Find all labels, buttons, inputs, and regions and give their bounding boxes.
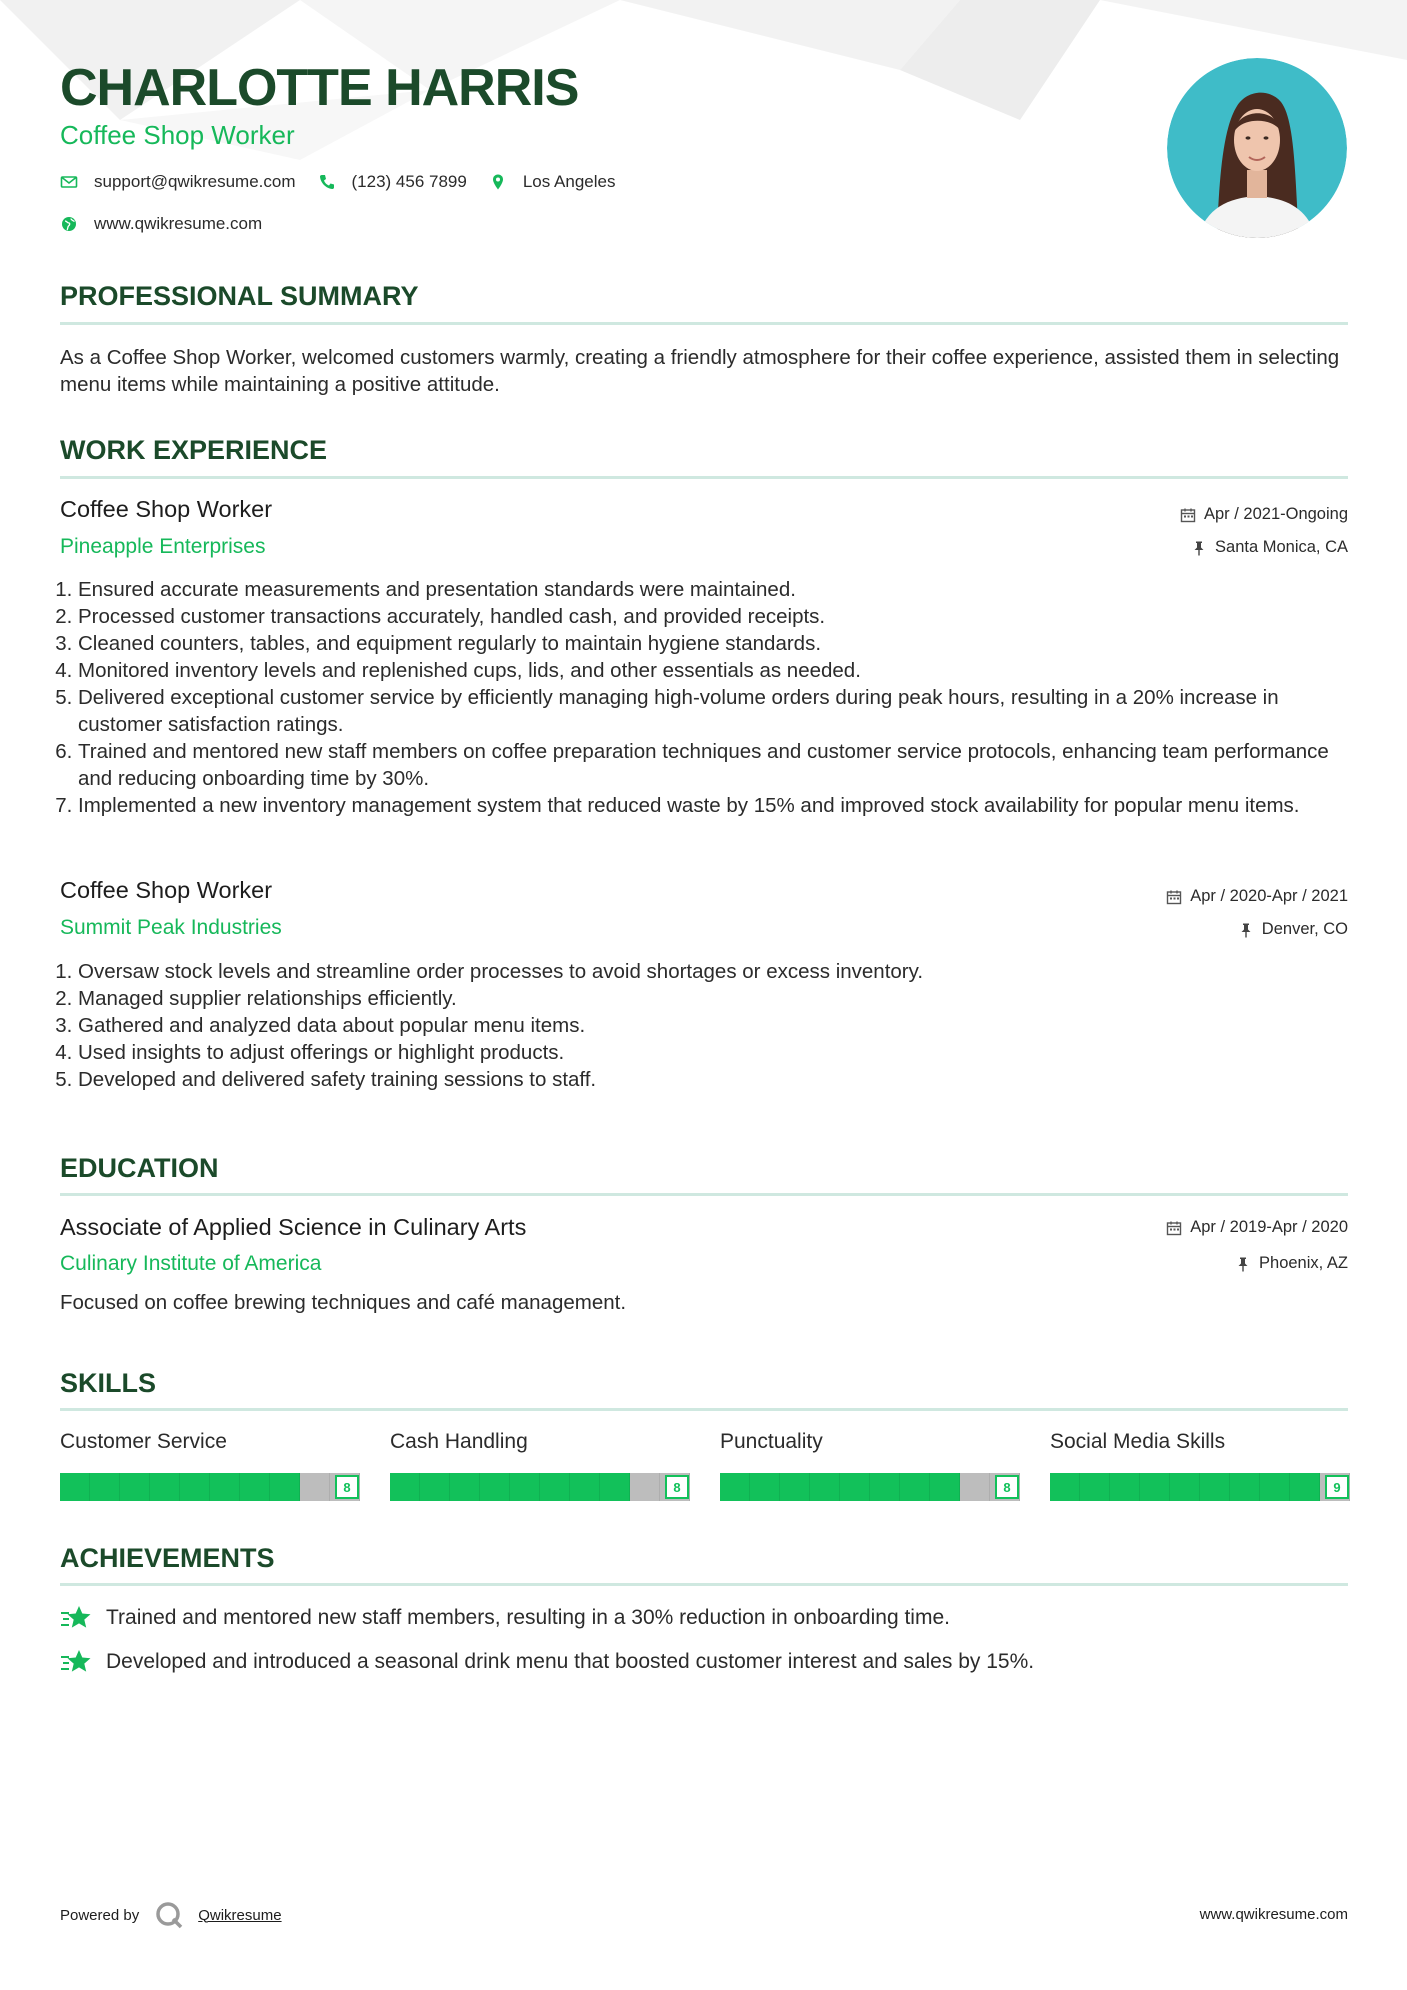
skill-level-segment [150, 1473, 180, 1501]
skill-level-segment [240, 1473, 270, 1501]
job-title: Coffee Shop Worker [60, 496, 273, 522]
education-location [1235, 1254, 1348, 1273]
pushpin-icon [1191, 540, 1207, 556]
skill-score-badge: 8 [665, 1475, 689, 1499]
skill-level-bar [390, 1473, 690, 1501]
list-item: 3. Cleaned counters, tables, and equipment regularly to maintain hygiene standards. [78, 630, 1348, 657]
skill-level-segment [1050, 1473, 1080, 1501]
skill-level-bar [60, 1473, 360, 1501]
education-dates [1166, 1218, 1348, 1237]
candidate-role: Coffee Shop Worker [60, 120, 295, 150]
skill-level-segment [1200, 1473, 1230, 1501]
job-bullets [60, 958, 1348, 1093]
skill-level-segment [1290, 1473, 1320, 1501]
skill-name: Cash Handling [390, 1430, 528, 1453]
job-dates [1180, 505, 1348, 524]
skill-level-segment [780, 1473, 810, 1501]
achievement-item [60, 1648, 1034, 1676]
skill-level-segment [1140, 1473, 1170, 1501]
list-item: 7. Implemented a new inventory management system that reduced waste by 15% and improved stock availability for popular menu items. [78, 792, 1348, 819]
degree-title: Associate of Applied Science in Culinary Arts [60, 1214, 527, 1240]
skill-level-segment [480, 1473, 510, 1501]
education-dates-text: Apr / 2019-Apr / 2020 [1190, 1218, 1348, 1236]
phone-icon [318, 173, 336, 191]
qwikresume-link[interactable]: Qwikresume [198, 1906, 282, 1924]
education-heading: EDUCATION [60, 1153, 219, 1183]
skill-name: Social Media Skills [1050, 1430, 1226, 1453]
skill-level-segment [450, 1473, 480, 1501]
skill-level-segment [930, 1473, 960, 1501]
skill-score-badge: 8 [995, 1475, 1019, 1499]
skill-level-segment [420, 1473, 450, 1501]
achievements-divider [60, 1583, 1348, 1586]
skills-divider [60, 1408, 1348, 1411]
skill-item [60, 1430, 360, 1495]
pushpin-icon [1238, 922, 1254, 938]
skill-level-segment [1080, 1473, 1110, 1501]
achievement-item [60, 1604, 950, 1632]
skill-item [390, 1430, 690, 1495]
job-location-text: Santa Monica, CA [1215, 538, 1348, 556]
job-company: Summit Peak Industries [60, 916, 282, 939]
star-badge-icon [60, 1604, 92, 1632]
phone-text: (123) 456 7899 [351, 172, 467, 191]
calendar-icon [1166, 1220, 1182, 1236]
skill-level-segment [810, 1473, 840, 1501]
job-bullets [60, 576, 1348, 819]
email-text: support@qwikresume.com [94, 172, 296, 191]
skill-level-segment [870, 1473, 900, 1501]
location-text: Los Angeles [522, 172, 616, 191]
job-location-text: Denver, CO [1261, 920, 1348, 938]
skill-level-segment [1170, 1473, 1200, 1501]
job-title: Coffee Shop Worker [60, 877, 273, 903]
skill-level-bar [720, 1473, 1020, 1501]
skill-level-segment [540, 1473, 570, 1501]
education-description: Focused on coffee brewing techniques and café management. [60, 1291, 627, 1314]
list-item: 1. Oversaw stock levels and streamline order processes to avoid shortages or excess inventory. [78, 958, 1348, 985]
skills-heading: SKILLS [60, 1368, 157, 1398]
achievement-text: Developed and introduced a seasonal drink menu that boosted customer interest and sales by 15%. [106, 1650, 1035, 1673]
skill-level-segment [630, 1473, 660, 1501]
list-item: 1. Ensured accurate measurements and presentation standards were maintained. [78, 576, 1348, 603]
list-item: 6. Trained and mentored new staff members on coffee preparation techniques and customer service protocols, enhancing team performance and reducing onboarding time by 30%. [78, 738, 1348, 792]
school-name: Culinary Institute of America [60, 1252, 322, 1275]
job-dates-text: Apr / 2020-Apr / 2021 [1190, 887, 1348, 905]
education-divider [60, 1193, 1348, 1196]
summary-divider [60, 322, 1348, 325]
powered-by-label: Powered by [60, 1906, 140, 1924]
footer-website[interactable]: www.qwikresume.com [1199, 1906, 1348, 1923]
job-location [1191, 538, 1348, 557]
summary-heading: PROFESSIONAL SUMMARY [60, 281, 419, 311]
calendar-icon [1180, 507, 1196, 523]
skill-level-segment [900, 1473, 930, 1501]
skill-level-segment [510, 1473, 540, 1501]
skill-level-segment [60, 1473, 90, 1501]
contact-row [60, 172, 637, 192]
skill-item [720, 1430, 1020, 1495]
list-item: 4. Used insights to adjust offerings or highlight products. [78, 1039, 1348, 1066]
skill-level-bar [1050, 1473, 1350, 1501]
list-item: 4. Monitored inventory levels and replenished cups, lids, and other essentials as needed. [78, 657, 1348, 684]
job-company: Pineapple Enterprises [60, 535, 266, 558]
candidate-name: CHARLOTTE HARRIS [60, 59, 579, 117]
job-dates [1166, 887, 1348, 906]
skill-item [1050, 1430, 1350, 1495]
experience-divider [60, 476, 1348, 479]
star-badge-icon [60, 1648, 92, 1676]
experience-heading: WORK EXPERIENCE [60, 435, 328, 465]
skill-level-segment [1230, 1473, 1260, 1501]
achievements-heading: ACHIEVEMENTS [60, 1543, 275, 1573]
envelope-icon [60, 173, 78, 191]
skill-name: Customer Service [60, 1430, 227, 1453]
qwikresume-logo-icon [154, 1900, 184, 1930]
job-location [1238, 920, 1348, 939]
list-item: 2. Managed supplier relationships efficiently. [78, 985, 1348, 1012]
skill-level-segment [120, 1473, 150, 1501]
achievement-text: Trained and mentored new staff members, resulting in a 30% reduction in onboarding time. [106, 1606, 950, 1629]
skill-level-segment [570, 1473, 600, 1501]
pushpin-icon [1235, 1256, 1251, 1272]
footer-powered-by [60, 1900, 282, 1930]
skill-level-segment [720, 1473, 750, 1501]
skill-score-badge: 8 [335, 1475, 359, 1499]
calendar-icon [1166, 889, 1182, 905]
skill-name: Punctuality [720, 1430, 823, 1453]
list-item: 5. Delivered exceptional customer service by efficiently managing high-volume orders during peak hours, resulting in a 20% increase in customer satisfaction ratings. [78, 684, 1348, 738]
profile-photo [1167, 58, 1347, 238]
summary-text: As a Coffee Shop Worker, welcomed customers warmly, creating a friendly atmosphere for their coffee experience, assisted them in selecting menu items while maintaining a positive attitude. [60, 346, 1340, 396]
skill-level-segment [750, 1473, 780, 1501]
skill-level-segment [90, 1473, 120, 1501]
skill-level-segment [210, 1473, 240, 1501]
skill-score-badge: 9 [1325, 1475, 1349, 1499]
list-item: 2. Processed customer transactions accurately, handled cash, and provided receipts. [78, 603, 1348, 630]
list-item: 5. Developed and delivered safety training sessions to staff. [78, 1066, 1348, 1093]
website-row [60, 214, 284, 234]
map-pin-icon [489, 173, 507, 191]
website-text: www.qwikresume.com [94, 214, 263, 233]
list-item: 3. Gathered and analyzed data about popular menu items. [78, 1012, 1348, 1039]
skill-level-segment [1110, 1473, 1140, 1501]
job-dates-text: Apr / 2021-Ongoing [1203, 505, 1348, 523]
education-location-text: Phoenix, AZ [1259, 1254, 1348, 1272]
website-item[interactable] [60, 214, 262, 234]
location-item [489, 172, 616, 192]
skill-level-segment [390, 1473, 420, 1501]
email-item[interactable] [60, 172, 296, 192]
skill-level-segment [1260, 1473, 1290, 1501]
skill-level-segment [840, 1473, 870, 1501]
skill-level-segment [960, 1473, 990, 1501]
phone-item[interactable] [318, 172, 467, 192]
skill-level-segment [600, 1473, 630, 1501]
skill-level-segment [270, 1473, 300, 1501]
globe-icon [60, 215, 78, 233]
skill-level-segment [180, 1473, 210, 1501]
skill-level-segment [300, 1473, 330, 1501]
